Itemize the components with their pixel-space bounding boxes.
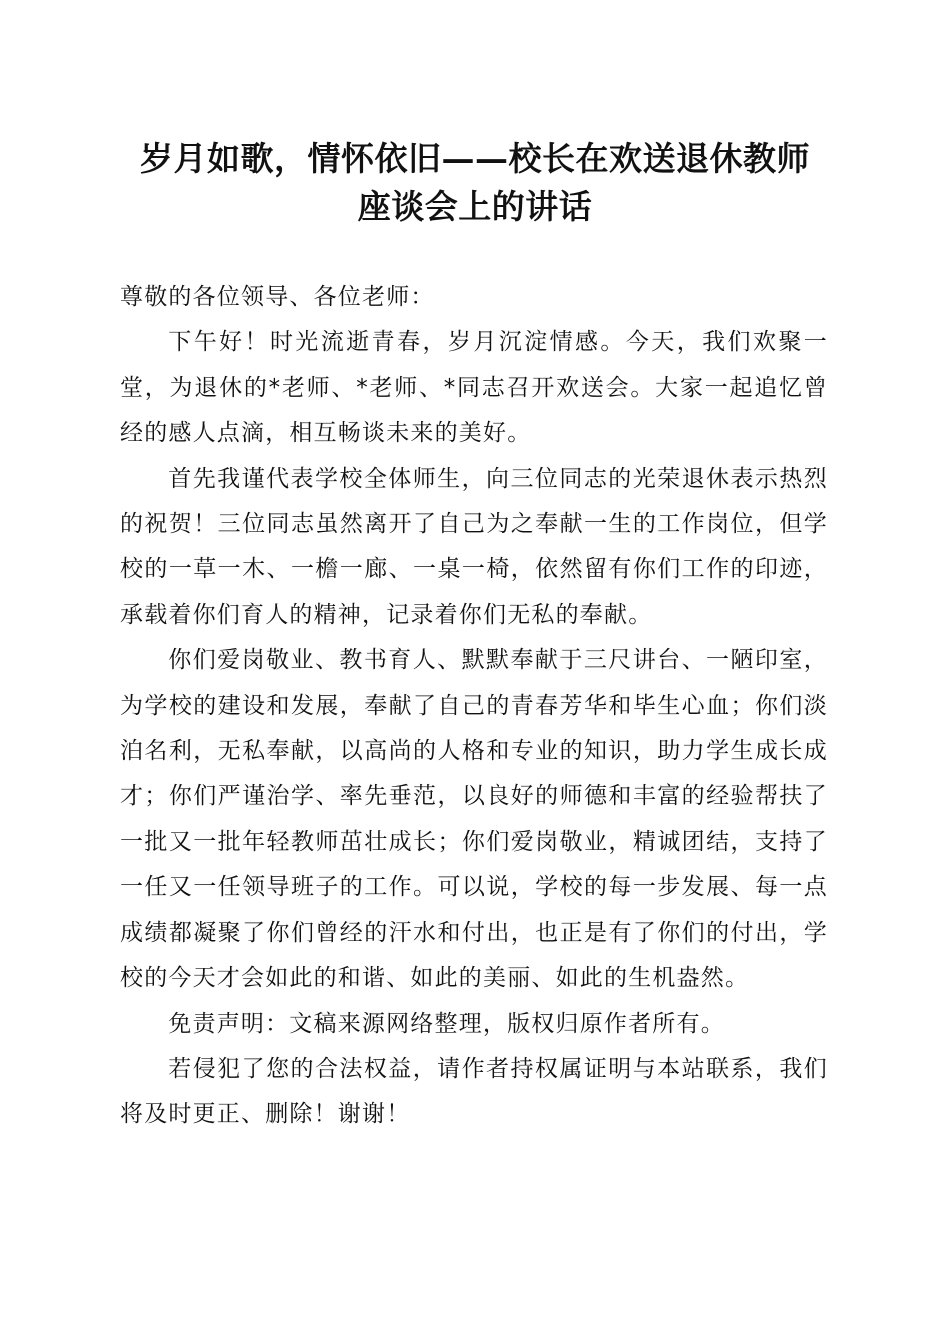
- paragraph-congratulations: 首先我谨代表学校全体师生，向三位同志的光荣退休表示热烈的祝贺！三位同志虽然离开了自己为之奉献一生的工作岗位，但学校的一草一木、一檐一廊、一桌一椅，依然留有你们工作的印迹，承载着你们育人的精神，记录着你们无私的奉献。: [120, 465, 828, 628]
- document-body: [120, 275, 828, 1138]
- salutation: 尊敬的各位领导、各位老师：: [120, 284, 435, 310]
- title-line-1: 岁月如歌，情怀依旧——校长在欢送退休教师: [140, 139, 810, 178]
- paragraph-greeting: 下午好！时光流逝青春，岁月沉淀情感。今天，我们欢聚一堂，为退休的*老师、*老师、*同志召开欢送会。大家一起追忆曾经的感人点滴，相互畅谈未来的美好。: [120, 329, 828, 447]
- paragraph-contributions: 你们爱岗敬业、教书育人、默默奉献于三尺讲台、一陋印室，为学校的建设和发展，奉献了自己的青春芳华和毕生心血；你们淡泊名利，无私奉献，以高尚的人格和专业的知识，助力学生成长成才；你们严谨治学、率先垂范，以良好的师德和丰富的经验帮扶了一批又一批年轻教师茁壮成长；你们爱岗敬业，精诚团结，支持了一任又一任领导班子的工作。可以说，学校的每一步发展、每一点成绩都凝聚了你们曾经的汗水和付出，也正是有了你们的付出，学校的今天才会如此的和谐、如此的美丽、如此的生机盎然。: [120, 647, 828, 992]
- document-title: [100, 135, 850, 231]
- title-line-2: 座谈会上的讲话: [357, 187, 593, 226]
- paragraph-disclaimer: 免责声明：文稿来源网络整理，版权归原作者所有。: [168, 1010, 725, 1037]
- paragraph-copyright-notice: 若侵犯了您的合法权益，请作者持权属证明与本站联系，我们将及时更正、删除！谢谢！: [120, 1055, 828, 1128]
